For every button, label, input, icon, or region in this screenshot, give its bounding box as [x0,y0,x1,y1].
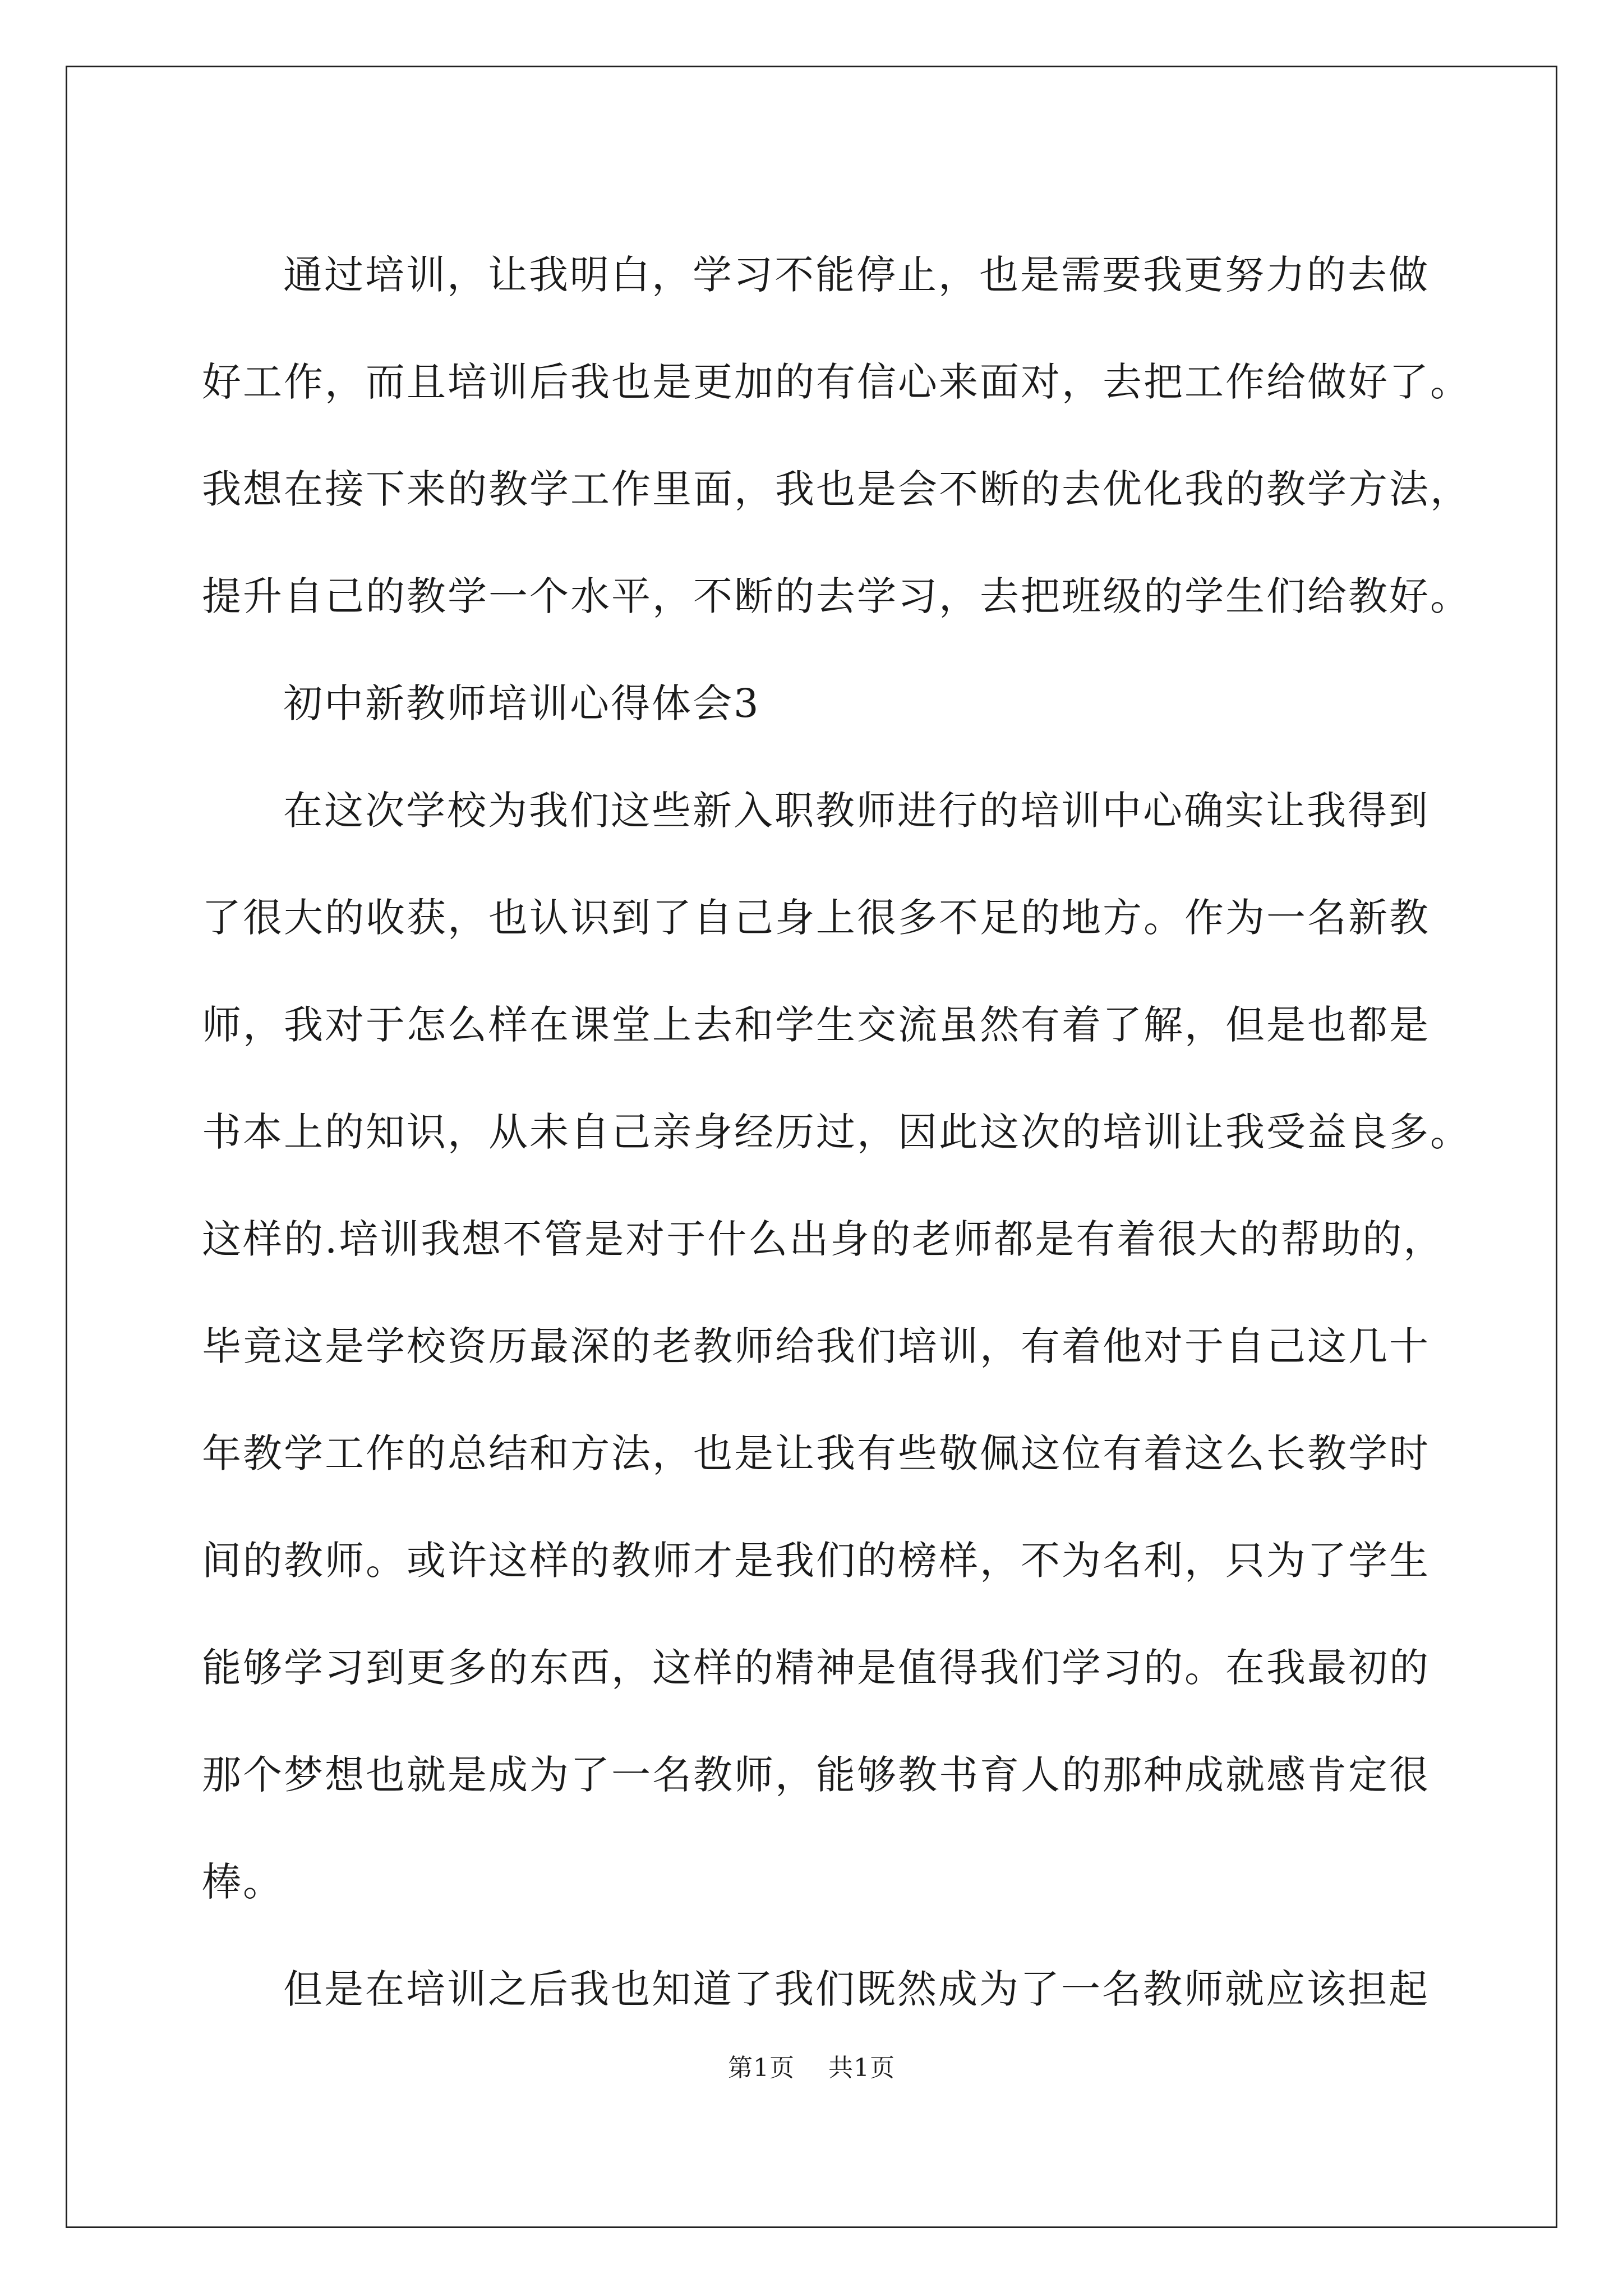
text-line: 那个梦想也就是成为了一名教师，能够教书育人的那种成就感肯定很 [202,1752,1430,1798]
paragraph-2 [202,757,1471,1936]
paragraph-1 [202,222,1471,650]
page-footer [0,2047,1623,2083]
page-number-total: 共1页 [828,2054,895,2082]
text-line: 书本上的知识，从未自己亲身经历过，因此这次的培训让我受益良多。 [202,1109,1471,1155]
text-line: 好工作，而且培训后我也是更加的有信心来面对，去把工作给做好了。 [202,359,1471,405]
text-line: 能够学习到更多的东西，这样的精神是值得我们学习的。在我最初的 [202,1645,1430,1691]
paragraph-3 [202,1936,1430,2043]
text-line: 我想在接下来的教学工作里面，我也是会不断的去优化我的教学方法， [202,466,1471,512]
text-line: 棒。 [202,1859,284,1905]
text-line: 通过培训，让我明白，学习不能停止，也是需要我更努力的去做 [283,252,1430,298]
document-body [202,222,1471,2043]
text-line: 师，我对于怎么样在课堂上去和学生交流虽然有着了解，但是也都是 [202,1002,1430,1048]
text-line: 了很大的收获，也认识到了自己身上很多不足的地方。作为一名新教 [202,895,1430,941]
text-line: 间的教师。或许这样的教师才是我们的榜样，不为名利，只为了学生 [202,1538,1430,1584]
text-line: 毕竟这是学校资历最深的老教师给我们培训，有着他对于自己这几十 [202,1323,1430,1369]
text-line: 但是在培训之后我也知道了我们既然成为了一名教师就应该担起 [283,1966,1430,2012]
text-line: 提升自己的教学一个水平，不断的去学习，去把班级的学生们给教好。 [202,573,1471,619]
page-number-current: 第1页 [728,2054,795,2082]
section-heading [202,650,1424,757]
text-line: 这样的.培训我想不管是对于什么出身的老师都是有着很大的帮助的， [202,1216,1445,1262]
heading-text: 初中新教师培训心得体会3 [283,680,760,726]
text-line: 年教学工作的总结和方法，也是让我有些敬佩这位有着这么长教学时 [202,1430,1430,1476]
text-line: 在这次学校为我们这些新入职教师进行的培训中心确实让我得到 [283,788,1430,834]
